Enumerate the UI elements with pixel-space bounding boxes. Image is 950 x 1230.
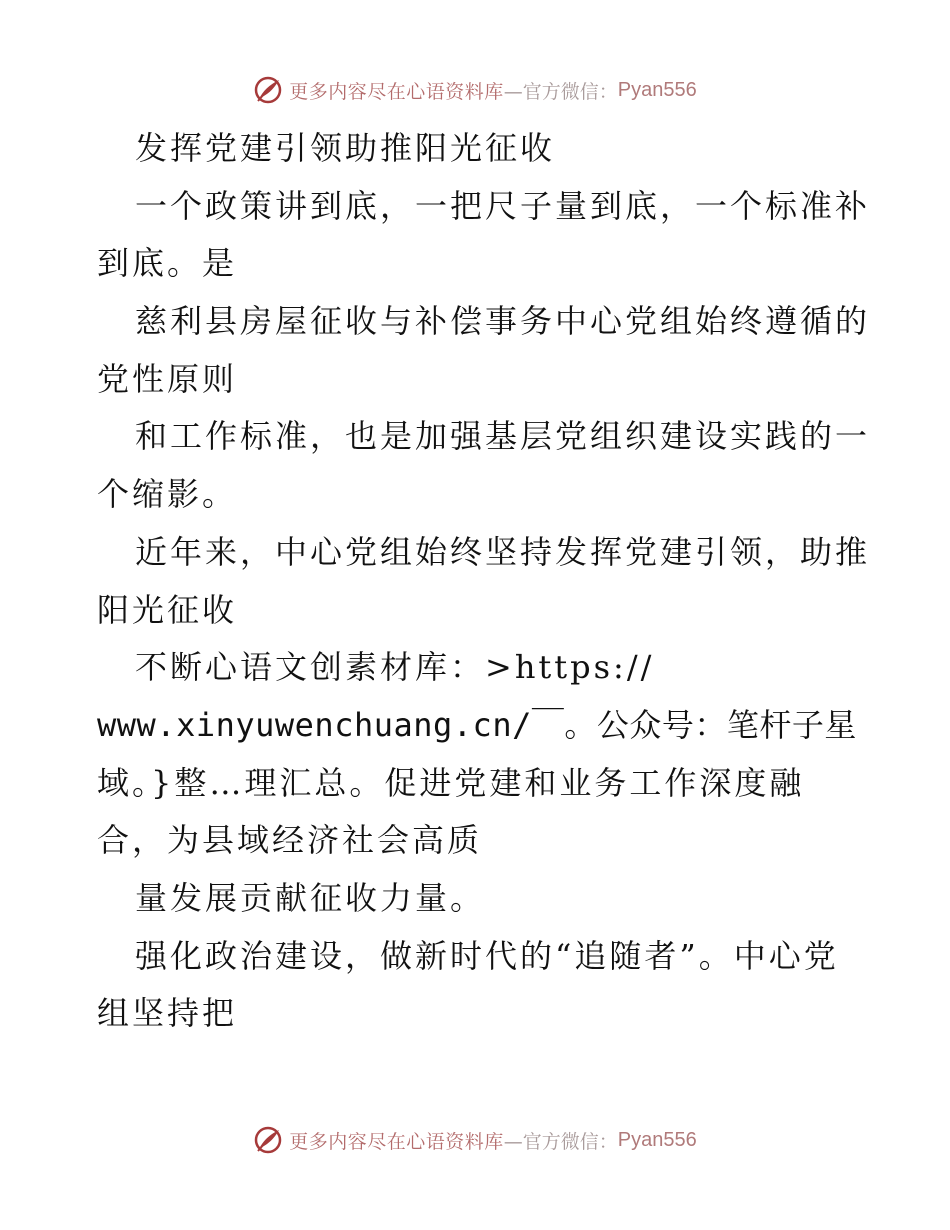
banner-main-text: 更多内容尽在心语资料库 (289, 80, 504, 103)
banner-sub-text: —官方微信： (503, 80, 618, 103)
banner-wechat-id: Pyan556 (617, 78, 697, 101)
text-line: 量发展贡献征收力量。 (135, 878, 486, 917)
text-line: 党性原则 (97, 359, 238, 398)
document-body (97, 120, 871, 1043)
text-line: 慈利县房屋征收与补偿事务中心党组始终遵循的 (135, 302, 871, 341)
text-line: 近年来，中心党组始终坚持发挥党建引领，助推 (135, 532, 871, 571)
banner-wechat-id: Pyan556 (617, 1128, 697, 1151)
text-line-url: www.xinyuwenchuang.cn/￣。公众号：笔杆子星 (97, 705, 857, 744)
text-line: 不断心语文创素材库：>https:// (135, 648, 655, 687)
quill-logo-icon (253, 75, 283, 105)
banner-sub-text: —官方微信： (503, 1130, 618, 1153)
footer-banner (0, 1120, 950, 1160)
text-line: 阳光征收 (97, 590, 238, 629)
text-line: 一个政策讲到底，一把尺子量到底，一个标准补 (135, 186, 871, 225)
text-line: 域。}整…理汇总。促进党建和业务工作深度融 (97, 763, 805, 802)
text-line: 强化政治建设，做新时代的“追随者”。中心党 (135, 936, 839, 975)
banner-main-text: 更多内容尽在心语资料库 (289, 1130, 504, 1153)
text-line: 发挥党建引领助推阳光征收 (135, 129, 556, 167)
text-line: 到底。是 (97, 244, 238, 283)
text-line: 组坚持把 (97, 994, 238, 1033)
quill-logo-icon (253, 1125, 283, 1155)
header-banner (0, 70, 950, 110)
text-line: 合，为县域经济社会高质 (97, 821, 483, 860)
text-line: 和工作标准，也是加强基层党组织建设实践的一 (135, 417, 871, 456)
text-line: 个缩影。 (97, 475, 238, 514)
